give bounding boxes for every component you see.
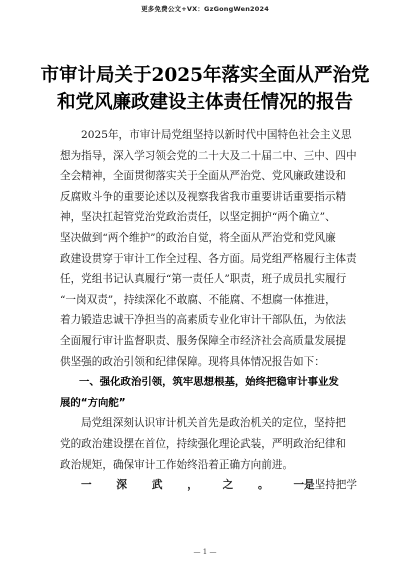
subheading-part: 武 xyxy=(151,479,163,492)
paragraph-1-line: 神，坚决扛起管党治党政治责任，以坚定拥护“两个确立”、 xyxy=(60,211,336,224)
paragraph-1-line: “一岗双责”，持续深化不敢腐、不能腐、不想腐一体推进， xyxy=(60,293,336,306)
paragraph-2-line: 局党组深刻认识审计机关首先是政治机关的定位，坚持把 xyxy=(81,417,346,430)
paragraph-2-line: 党的政治建设摆在首位，持续强化理论武装，严明政治纪律和 xyxy=(60,437,347,450)
document-body xyxy=(60,125,357,496)
section-heading-line-2: 展的“方向舵” xyxy=(60,396,126,409)
subheading-part: 之 xyxy=(222,479,234,492)
title-line-2: 和党风廉政建设主体责任情况的报告 xyxy=(56,92,353,113)
paragraph-1-line: 着力锻造忠诚干净担当的高素质专业化审计干部队伍，为依法 xyxy=(60,314,347,327)
paragraph-1-line: 全会精神，全面贯彻落实关于全面从严治党、党风廉政建设和 xyxy=(60,170,347,183)
title-line-1: 市审计局关于2025年落实全面从严治党 xyxy=(40,65,370,86)
subheading-part: 。 xyxy=(258,479,269,492)
paragraph-1-line: 任，党组书记认真履行“第一责任人”职责，班子成员扎实履行 xyxy=(60,273,347,286)
top-banner: 更多免费公文+VX：GzGongWen2024 xyxy=(141,5,269,13)
subheading-part: ， xyxy=(187,479,198,492)
subheading-part: 一 xyxy=(81,479,92,492)
paragraph-1-line: 供坚强的政治引领和纪律保障。现将具体情况报告如下： xyxy=(60,355,325,368)
subheading-part: 一是 xyxy=(293,479,315,492)
paragraph-1-line: 2025年，市审计局党组坚持以新时代中国特色社会主义思 xyxy=(81,129,352,141)
paragraph-1-line: 政建设贯穿于审计工作全过程、各方面。局党组严格履行主体责 xyxy=(60,252,357,265)
paragraph-1-line: 反腐败斗争的重要论述以及视察我省我市重要讲话重要指示精 xyxy=(60,190,347,203)
subheading-line xyxy=(60,475,357,496)
subheading-part: 坚持把学 xyxy=(314,479,357,492)
page-number: — 1 — xyxy=(193,548,217,556)
subheading-tail xyxy=(293,475,357,496)
document-title xyxy=(30,62,380,116)
paragraph-2-line: 政治规矩，确保审计工作始终沿着正确方向前进。 xyxy=(60,458,294,471)
paragraph-1-line: 想为指导，深入学习领会党的二十大及二十届二中、三中、四中 xyxy=(60,149,357,162)
section-heading-line-1: 一、强化政治引领，筑牢思想根基，始终把稳审计事业发 xyxy=(79,376,339,389)
subheading-part: 深 xyxy=(116,479,127,492)
paragraph-1-line: 全面履行审计监督职责、服务保障全市经济社会高质量发展提 xyxy=(60,334,347,347)
paragraph-1-line: 坚决做到“两个维护”的政治自觉，将全面从严治党和党风廉 xyxy=(60,231,336,244)
